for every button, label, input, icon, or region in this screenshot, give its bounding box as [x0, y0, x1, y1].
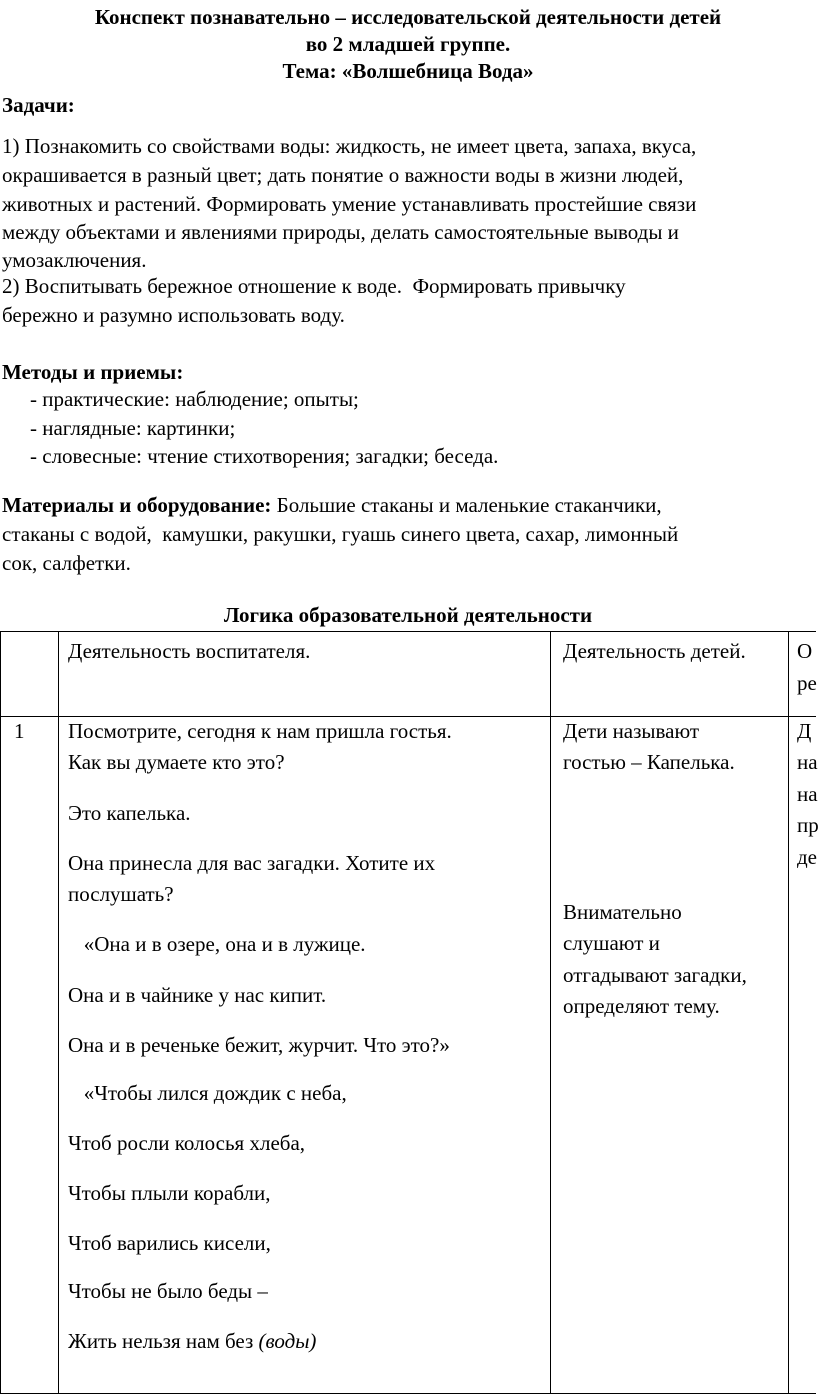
tasks-line: умозаключения.	[2, 248, 147, 272]
methods-heading: Методы и приемы:	[2, 360, 184, 384]
children-text-line: Внимательно	[563, 900, 682, 924]
header-result-line: ре	[797, 671, 817, 695]
teacher-text-line: Как вы думаете кто это?	[68, 750, 285, 774]
teacher-text-line: послушать?	[68, 882, 174, 906]
poem-line: Чтоб росли колосья хлеба,	[68, 1131, 306, 1155]
poem-line: «Чтобы лился дождик с неба,	[68, 1081, 347, 1105]
poem-line: Чтобы плыли корабли,	[68, 1181, 271, 1205]
table-border-bottom	[0, 1393, 816, 1394]
riddle-line: Она и в реченьке бежит, журчит. Что это?»	[68, 1033, 450, 1057]
document-topic: Тема: «Волшебница Вода»	[282, 59, 534, 83]
tasks-heading: Задачи:	[2, 93, 75, 117]
children-text-line: Дети называют	[563, 719, 700, 743]
methods-item: - практические: наблюдение; опыты;	[30, 387, 359, 411]
result-text-line: на	[797, 782, 818, 806]
table-border-left	[0, 631, 1, 1394]
methods-item: - наглядные: картинки;	[30, 416, 236, 440]
riddle-line: Она и в чайнике у нас кипит.	[68, 983, 327, 1007]
materials-text: Большие стаканы и маленькие стаканчики,	[271, 493, 662, 517]
riddle-line: «Она и в озере, она и в лужице.	[68, 932, 366, 956]
header-children-activity: Деятельность детей.	[563, 639, 746, 663]
poem-line-last	[68, 1327, 316, 1356]
result-text-line: пр	[797, 813, 819, 837]
poem-answer: (воды)	[258, 1329, 317, 1353]
teacher-text-line: Посмотрите, сегодня к нам пришла гостья.	[68, 719, 452, 743]
children-text-line: гостью – Капелька.	[563, 750, 735, 774]
result-text-line: Д	[797, 719, 812, 743]
tasks-line: бережно и разумно использовать воду.	[2, 303, 345, 327]
children-text-line: отгадывают загадки,	[563, 963, 747, 987]
table-divider-number	[58, 631, 59, 1394]
header-teacher-activity: Деятельность воспитателя.	[68, 639, 311, 663]
result-cell	[797, 717, 819, 877]
materials-line-2: стаканы с водой, камушки, ракушки, гуашь синего цвета, сахар, лимонный	[2, 522, 679, 546]
materials-line-1	[2, 491, 822, 520]
poem-line: Чтоб варились кисели,	[68, 1231, 271, 1255]
row-number: 1	[14, 719, 25, 743]
poem-line-text: Жить нельзя нам без	[68, 1329, 259, 1353]
table-divider-children	[788, 631, 789, 1394]
table-title: Логика образовательной деятельности	[223, 603, 593, 627]
tasks-line: животных и растений. Формировать умение устанавливать простейшие связи	[2, 192, 697, 216]
tasks-line: между объектами и явлениями природы, делать самостоятельные выводы и	[2, 220, 679, 244]
methods-item: - словесные: чтение стихотворения; загадки; беседа.	[30, 444, 499, 468]
materials-line-3: сок, салфетки.	[2, 551, 131, 575]
children-text-line: слушают и	[563, 931, 660, 955]
teacher-text-line: Это капелька.	[68, 801, 191, 825]
children-text-line: определяют тему.	[563, 994, 720, 1018]
tasks-line: 1) Познакомить со свойствами воды: жидкость, не имеет цвета, запаха, вкуса,	[2, 134, 697, 158]
header-result-line: О	[797, 639, 813, 663]
table-divider-teacher	[550, 631, 551, 1394]
teacher-text-line: Она принесла для вас загадки. Хотите их	[68, 851, 436, 875]
tasks-line: окрашивается в разный цвет; дать понятие о важности воды в жизни людей,	[2, 163, 684, 187]
result-text-line: де	[797, 845, 818, 869]
table-border-top	[0, 631, 816, 632]
poem-line: Чтобы не было беды –	[68, 1279, 268, 1303]
document-title-line-1: Конспект познавательно – исследовательской деятельности детей	[94, 5, 722, 29]
document-title-line-2: во 2 младшей группе.	[305, 32, 511, 56]
materials-label: Материалы и оборудование:	[2, 493, 272, 517]
tasks-line: 2) Воспитывать бережное отношение к воде. Формировать привычку	[2, 274, 626, 298]
result-text-line: на	[797, 750, 818, 774]
header-result	[797, 637, 816, 707]
